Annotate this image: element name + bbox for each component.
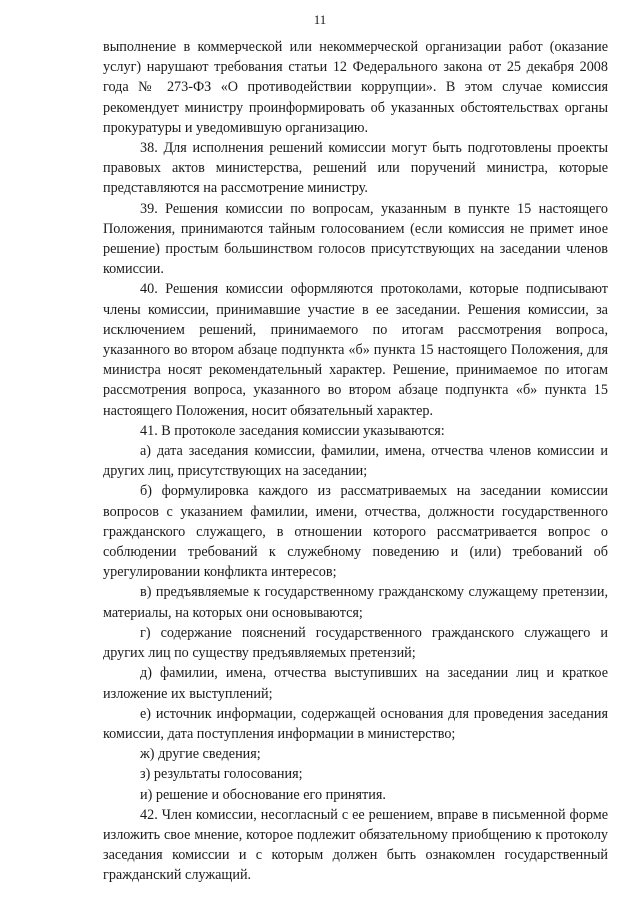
list-item-zh: ж) другие сведения;: [140, 746, 261, 763]
list-item-e: е) источник информации, содержащей основания для проведения заседания комиссии, дата поступления информации в министерство;: [103, 705, 608, 742]
page-number: 11: [313, 12, 327, 27]
paragraph-42: 42. Член комиссии, несогласный с ее решением, вправе в письменной форме изложить свое мнение, которое подлежит обязательному приобщению к протоколу заседания комиссии и с которым должен быть ознакомлен государственный гражданский служащий.: [103, 806, 608, 884]
list-item-a: а) дата заседания комиссии, фамилии, имена, отчества членов комиссии и других лиц, присутствующих на заседании;: [103, 443, 608, 480]
paragraph-38: 38. Для исполнения решений комиссии могут быть подготовлены проекты правовых актов министерства, решений или поручений министра, которые представляются на рассмотрение министру.: [103, 140, 608, 197]
paragraph-40: 40. Решения комиссии оформляются протоколами, которые подписывают члены комиссии, принимавшие участие в ее заседании. Решения комиссии, за исключением решений, принимаемого по итогам рассмотрения вопроса, указанного во втором абзаце подпункта «б» пункта 15 настоящего Положения, для министра носят рекомендательный характер. Решение, принимаемое по итогам рассмотрения вопроса, указанного во втором абзаце подпункта «б» пункта 15 настоящего Положения, носит обязательный характер.: [103, 281, 608, 419]
list-item-g: г) содержание пояснений государственного гражданского служащего и других лиц по существу предъявляемых претензий;: [103, 624, 608, 662]
list-item-z: з) результаты голосования;: [140, 766, 303, 783]
list-item-b: б) формулировка каждого из рассматриваемых на заседании комиссии вопросов с указанием фамилии, имени, отчества, должности государственного гражданского служащего, в отношении которого рассматривается вопрос о соблюдении требований к служебному поведению и (или) требований об урегулировании конфликта интересов;: [103, 483, 608, 581]
paragraph-41: 41. В протоколе заседания комиссии указываются:: [140, 422, 445, 439]
paragraph-37-continuation: выполнение в коммерческой или некоммерческой организации работ (оказание услуг) нарушают требования статьи 12 Федерального закона от 25 декабря 2008 года № 273-ФЗ «О противодействии коррупции». В этом случае комиссия рекомендует министру проинформировать об указанных обстоятельствах органы прокуратуры и уведомившую организацию.: [103, 39, 608, 136]
paragraph-39: 39. Решения комиссии по вопросам, указанным в пункте 15 настоящего Положения, принимаются тайным голосованием (если комиссия не примет иное решение) простым большинством голосов присутствующих на заседании членов комиссии.: [103, 200, 608, 278]
list-item-v: в) предъявляемые к государственному гражданскому служащему претензии, материалы, на которых они основываются;: [103, 584, 608, 621]
list-item-i: и) решение и обоснование его принятия.: [140, 786, 386, 803]
document-body: [103, 37, 608, 886]
list-item-d: д) фамилии, имена, отчества выступивших на заседании лиц и краткое изложение их выступлений;: [103, 665, 608, 702]
